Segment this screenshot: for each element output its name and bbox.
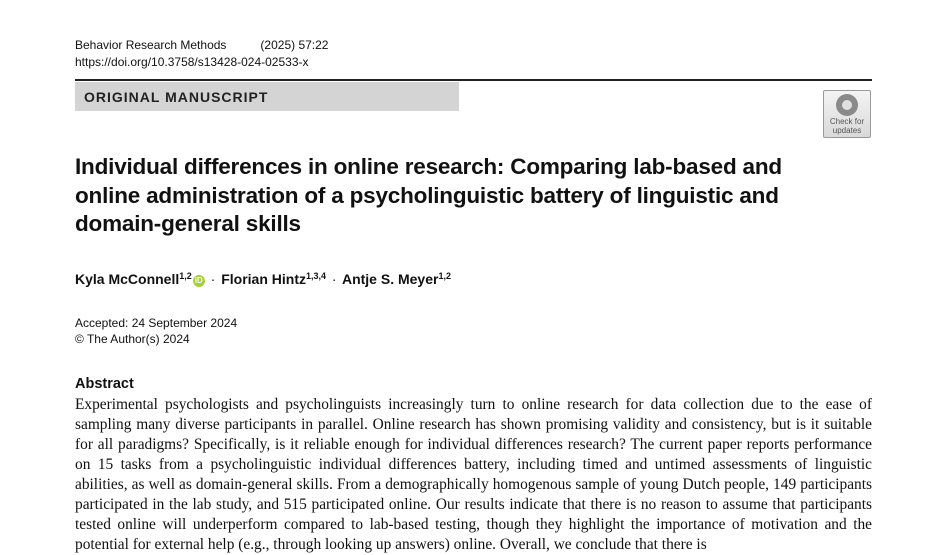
bookmark-check-icon [836, 94, 858, 116]
author-name[interactable]: Florian Hintz [221, 271, 306, 287]
article-category: ORIGINAL MANUSCRIPT [75, 82, 459, 111]
author-separator: · [331, 271, 337, 287]
abstract-heading: Abstract [75, 376, 134, 392]
check-for-updates-button[interactable] [823, 90, 871, 138]
orcid-icon[interactable]: iD [194, 276, 203, 285]
header-divider [75, 79, 872, 81]
author-list [75, 266, 451, 289]
publication-dates [75, 315, 237, 347]
journal-citation [75, 37, 328, 54]
author-separator: · [210, 271, 216, 287]
journal-name: Behavior Research Methods [75, 38, 227, 52]
journal-header [75, 37, 328, 71]
author-name[interactable]: Antje S. Meyer [341, 271, 439, 287]
accepted-date: Accepted: 24 September 2024 [75, 316, 238, 330]
doi-link[interactable]: https://doi.org/10.3758/s13428-024-02533-x [75, 55, 309, 69]
author-name[interactable]: Kyla McConnell [75, 271, 180, 287]
copyright-notice: © The Author(s) 2024 [75, 332, 190, 346]
badge-label: Check for updates [829, 117, 865, 135]
journal-volume: (2025) 57:22 [260, 38, 329, 52]
author-affiliations: 1,2 [438, 271, 451, 281]
article-title: Individual differences in online research: Comparing lab-based and online administration of a psycholinguistic battery of linguistic and domain-general skills [75, 154, 782, 236]
author-affiliations: 1,2 [179, 271, 192, 281]
author-affiliations: 1,3,4 [306, 271, 327, 281]
abstract-text: Experimental psychologists and psycholinguists increasingly turn to online research for data collection due to the ease of sampling many diverse participants in parallel. Online research has shown promising validity and consistency, but is it suitable for all paradigms? Specifically, is it reliable enough for individual differences research? The current paper reports performance on 15 tasks from a psycholinguistic individual differences battery, including timed and untimed assessments of linguistic abilities, as well as domain-general skills. From a demographically homogenous sample of young Dutch people, 149 participants participated in the lab study, and 515 participated online. Our results indicate that there is no reason to assume that participants tested online will underperform compared to lab-based testing, though they highlight the importance of motivation and the potential for external help (e.g., through looking up answers) online. Overall, we conclude that there is [75, 396, 872, 553]
